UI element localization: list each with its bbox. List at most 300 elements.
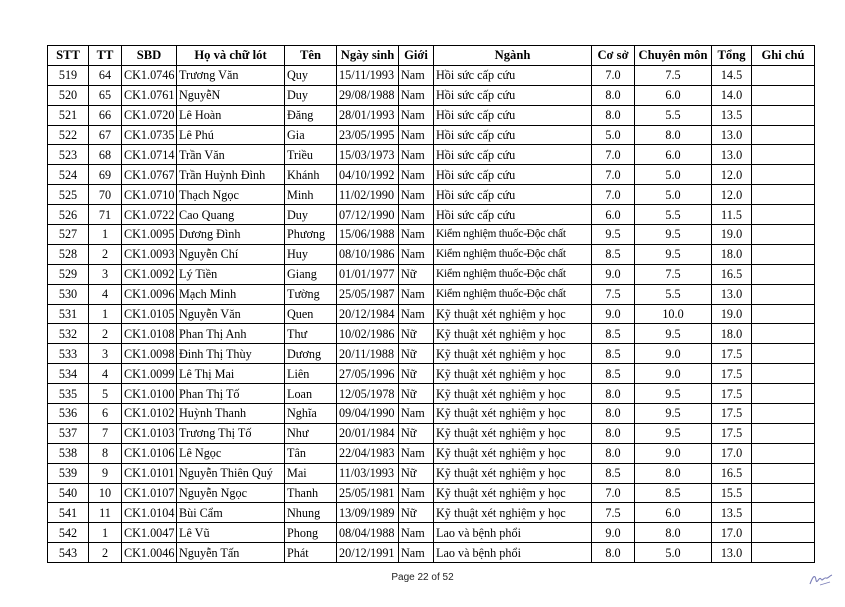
col-nganh-header: Ngành bbox=[434, 46, 592, 66]
cell-co-so: 8.0 bbox=[592, 85, 635, 105]
cell-sbd: CK1.0093 bbox=[122, 244, 177, 264]
cell-nganh: Kỹ thuật xét nghiệm y học bbox=[434, 304, 592, 324]
cell-sbd: CK1.0761 bbox=[122, 85, 177, 105]
cell-ten: Thư bbox=[285, 324, 337, 344]
cell-sbd: CK1.0099 bbox=[122, 364, 177, 384]
table-row bbox=[48, 225, 815, 245]
cell-chuyen-mon: 9.5 bbox=[635, 225, 712, 245]
cell-nganh: Kỹ thuật xét nghiệm y học bbox=[434, 423, 592, 443]
cell-ho-chu-lot: Huỳnh Thanh bbox=[177, 404, 285, 424]
cell-co-so: 7.0 bbox=[592, 145, 635, 165]
table-row bbox=[48, 284, 815, 304]
cell-chuyen-mon: 7.5 bbox=[635, 264, 712, 284]
cell-chuyen-mon: 8.0 bbox=[635, 523, 712, 543]
cell-ho-chu-lot: Nguyễn Chí bbox=[177, 244, 285, 264]
col-tong-header: Tổng bbox=[712, 46, 752, 66]
cell-co-so: 8.0 bbox=[592, 543, 635, 563]
cell-sbd: CK1.0720 bbox=[122, 105, 177, 125]
cell-ho-chu-lot: Lê Vũ bbox=[177, 523, 285, 543]
cell-nganh: Kỹ thuật xét nghiệm y học bbox=[434, 503, 592, 523]
cell-gioi: Nam bbox=[399, 284, 434, 304]
cell-sbd: CK1.0107 bbox=[122, 483, 177, 503]
cell-ngay-sinh: 07/12/1990 bbox=[337, 205, 399, 225]
cell-ten: Triều bbox=[285, 145, 337, 165]
cell-co-so: 9.0 bbox=[592, 523, 635, 543]
cell-tt: 1 bbox=[89, 225, 122, 245]
cell-co-so: 9.0 bbox=[592, 304, 635, 324]
cell-gioi: Nam bbox=[399, 145, 434, 165]
cell-ngay-sinh: 11/03/1993 bbox=[337, 463, 399, 483]
header-row bbox=[48, 46, 815, 66]
cell-ho-chu-lot: Trương Văn bbox=[177, 65, 285, 85]
cell-tt: 2 bbox=[89, 543, 122, 563]
cell-ten: Đăng bbox=[285, 105, 337, 125]
cell-gioi: Nam bbox=[399, 165, 434, 185]
table-row bbox=[48, 443, 815, 463]
cell-ngay-sinh: 13/09/1989 bbox=[337, 503, 399, 523]
cell-chuyen-mon: 9.5 bbox=[635, 384, 712, 404]
cell-tong: 18.0 bbox=[712, 244, 752, 264]
cell-ngay-sinh: 29/08/1988 bbox=[337, 85, 399, 105]
cell-ten: Mai bbox=[285, 463, 337, 483]
cell-sbd: CK1.0106 bbox=[122, 443, 177, 463]
cell-ngay-sinh: 15/11/1993 bbox=[337, 65, 399, 85]
cell-stt: 522 bbox=[48, 125, 89, 145]
cell-nganh: Hồi sức cấp cứu bbox=[434, 165, 592, 185]
cell-ngay-sinh: 04/10/1992 bbox=[337, 165, 399, 185]
cell-ho-chu-lot: Nguyễn Tấn bbox=[177, 543, 285, 563]
cell-ten: Thanh bbox=[285, 483, 337, 503]
cell-gioi: Nữ bbox=[399, 503, 434, 523]
cell-gioi: Nam bbox=[399, 65, 434, 85]
cell-tong: 13.5 bbox=[712, 105, 752, 125]
cell-co-so: 8.0 bbox=[592, 105, 635, 125]
cell-stt: 540 bbox=[48, 483, 89, 503]
cell-nganh: Hồi sức cấp cứu bbox=[434, 205, 592, 225]
cell-co-so: 8.0 bbox=[592, 423, 635, 443]
cell-tt: 6 bbox=[89, 404, 122, 424]
cell-ngay-sinh: 20/01/1984 bbox=[337, 423, 399, 443]
cell-tong: 13.0 bbox=[712, 145, 752, 165]
cell-nganh: Kiểm nghiệm thuốc-Độc chất bbox=[434, 244, 592, 264]
cell-tong: 17.0 bbox=[712, 523, 752, 543]
col-ten-header: Tên bbox=[285, 46, 337, 66]
table-row bbox=[48, 324, 815, 344]
cell-nganh: Kỹ thuật xét nghiệm y học bbox=[434, 324, 592, 344]
cell-chuyen-mon: 9.5 bbox=[635, 404, 712, 424]
table-row bbox=[48, 304, 815, 324]
cell-ten: Phát bbox=[285, 543, 337, 563]
cell-nganh: Hồi sức cấp cứu bbox=[434, 185, 592, 205]
cell-tt: 65 bbox=[89, 85, 122, 105]
cell-sbd: CK1.0046 bbox=[122, 543, 177, 563]
cell-tong: 13.0 bbox=[712, 284, 752, 304]
cell-ten: Quen bbox=[285, 304, 337, 324]
cell-chuyen-mon: 6.0 bbox=[635, 145, 712, 165]
table-row bbox=[48, 65, 815, 85]
cell-ngay-sinh: 11/02/1990 bbox=[337, 185, 399, 205]
cell-stt: 519 bbox=[48, 65, 89, 85]
cell-co-so: 6.0 bbox=[592, 205, 635, 225]
cell-ho-chu-lot: Phan Thị Anh bbox=[177, 324, 285, 344]
cell-ho-chu-lot: Đinh Thị Thùy bbox=[177, 344, 285, 364]
cell-sbd: CK1.0722 bbox=[122, 205, 177, 225]
cell-nganh: Kỹ thuật xét nghiệm y học bbox=[434, 344, 592, 364]
cell-tong: 17.0 bbox=[712, 443, 752, 463]
cell-ho-chu-lot: Trương Thị Tố bbox=[177, 423, 285, 443]
cell-tt: 70 bbox=[89, 185, 122, 205]
cell-tong: 17.5 bbox=[712, 404, 752, 424]
cell-tong: 17.5 bbox=[712, 364, 752, 384]
cell-nganh: Kỹ thuật xét nghiệm y học bbox=[434, 364, 592, 384]
cell-ho-chu-lot: Trần Văn bbox=[177, 145, 285, 165]
cell-tt: 3 bbox=[89, 264, 122, 284]
cell-ten: Giang bbox=[285, 264, 337, 284]
table-row bbox=[48, 185, 815, 205]
cell-gioi: Nữ bbox=[399, 423, 434, 443]
table-row bbox=[48, 165, 815, 185]
cell-co-so: 7.0 bbox=[592, 165, 635, 185]
cell-gioi: Nam bbox=[399, 523, 434, 543]
cell-tt: 3 bbox=[89, 344, 122, 364]
cell-co-so: 8.5 bbox=[592, 324, 635, 344]
cell-stt: 532 bbox=[48, 324, 89, 344]
cell-stt: 531 bbox=[48, 304, 89, 324]
cell-ngay-sinh: 22/04/1983 bbox=[337, 443, 399, 463]
cell-tt: 7 bbox=[89, 423, 122, 443]
cell-ghi-chu bbox=[752, 264, 815, 284]
table-row bbox=[48, 483, 815, 503]
cell-tong: 13.5 bbox=[712, 503, 752, 523]
cell-chuyen-mon: 6.0 bbox=[635, 85, 712, 105]
cell-stt: 535 bbox=[48, 384, 89, 404]
cell-stt: 543 bbox=[48, 543, 89, 563]
cell-sbd: CK1.0714 bbox=[122, 145, 177, 165]
cell-stt: 525 bbox=[48, 185, 89, 205]
cell-chuyen-mon: 6.0 bbox=[635, 503, 712, 523]
cell-ho-chu-lot: Nguyễn Ngọc bbox=[177, 483, 285, 503]
cell-ghi-chu bbox=[752, 105, 815, 125]
cell-tong: 16.5 bbox=[712, 264, 752, 284]
cell-stt: 542 bbox=[48, 523, 89, 543]
cell-ten: Liên bbox=[285, 364, 337, 384]
col-stt-header: STT bbox=[48, 46, 89, 66]
cell-co-so: 8.0 bbox=[592, 443, 635, 463]
cell-ngay-sinh: 12/05/1978 bbox=[337, 384, 399, 404]
cell-stt: 526 bbox=[48, 205, 89, 225]
cell-gioi: Nam bbox=[399, 483, 434, 503]
cell-nganh: Hồi sức cấp cứu bbox=[434, 65, 592, 85]
cell-tong: 18.0 bbox=[712, 324, 752, 344]
cell-ten: Khánh bbox=[285, 165, 337, 185]
cell-chuyen-mon: 5.0 bbox=[635, 543, 712, 563]
table-row bbox=[48, 105, 815, 125]
col-ho-header: Họ và chữ lót bbox=[177, 46, 285, 66]
cell-chuyen-mon: 5.0 bbox=[635, 165, 712, 185]
cell-chuyen-mon: 8.5 bbox=[635, 483, 712, 503]
cell-ghi-chu bbox=[752, 304, 815, 324]
cell-chuyen-mon: 7.5 bbox=[635, 65, 712, 85]
cell-stt: 530 bbox=[48, 284, 89, 304]
cell-gioi: Nam bbox=[399, 304, 434, 324]
cell-nganh: Lao và bệnh phổi bbox=[434, 523, 592, 543]
cell-stt: 541 bbox=[48, 503, 89, 523]
cell-ngay-sinh: 15/03/1973 bbox=[337, 145, 399, 165]
cell-gioi: Nam bbox=[399, 443, 434, 463]
cell-ten: Minh bbox=[285, 185, 337, 205]
cell-gioi: Nữ bbox=[399, 344, 434, 364]
cell-nganh: Hồi sức cấp cứu bbox=[434, 145, 592, 165]
cell-stt: 528 bbox=[48, 244, 89, 264]
cell-tt: 69 bbox=[89, 165, 122, 185]
cell-stt: 539 bbox=[48, 463, 89, 483]
cell-nganh: Kiểm nghiệm thuốc-Độc chất bbox=[434, 264, 592, 284]
cell-stt: 524 bbox=[48, 165, 89, 185]
cell-ho-chu-lot: Bùi Cẩm bbox=[177, 503, 285, 523]
cell-chuyen-mon: 9.0 bbox=[635, 364, 712, 384]
cell-ghi-chu bbox=[752, 384, 815, 404]
table-row bbox=[48, 244, 815, 264]
table-row bbox=[48, 543, 815, 563]
page-footer: Page 22 of 52 bbox=[391, 572, 454, 583]
cell-gioi: Nam bbox=[399, 185, 434, 205]
cell-stt: 520 bbox=[48, 85, 89, 105]
cell-co-so: 5.0 bbox=[592, 125, 635, 145]
cell-stt: 534 bbox=[48, 364, 89, 384]
cell-chuyen-mon: 5.5 bbox=[635, 205, 712, 225]
col-chuyenmon-header: Chuyên môn bbox=[635, 46, 712, 66]
cell-co-so: 8.5 bbox=[592, 344, 635, 364]
cell-co-so: 8.0 bbox=[592, 384, 635, 404]
cell-co-so: 7.0 bbox=[592, 185, 635, 205]
cell-ngay-sinh: 20/12/1984 bbox=[337, 304, 399, 324]
cell-gioi: Nam bbox=[399, 85, 434, 105]
cell-ngay-sinh: 08/10/1986 bbox=[337, 244, 399, 264]
cell-nganh: Hồi sức cấp cứu bbox=[434, 85, 592, 105]
cell-stt: 536 bbox=[48, 404, 89, 424]
cell-tt: 67 bbox=[89, 125, 122, 145]
cell-ho-chu-lot: Lý Tiền bbox=[177, 264, 285, 284]
cell-ngay-sinh: 10/02/1986 bbox=[337, 324, 399, 344]
cell-ngay-sinh: 08/04/1988 bbox=[337, 523, 399, 543]
cell-chuyen-mon: 8.0 bbox=[635, 463, 712, 483]
cell-gioi: Nữ bbox=[399, 264, 434, 284]
cell-sbd: CK1.0767 bbox=[122, 165, 177, 185]
cell-ngay-sinh: 25/05/1987 bbox=[337, 284, 399, 304]
cell-tong: 14.5 bbox=[712, 65, 752, 85]
cell-tong: 13.0 bbox=[712, 125, 752, 145]
cell-sbd: CK1.0047 bbox=[122, 523, 177, 543]
cell-ngay-sinh: 25/05/1981 bbox=[337, 483, 399, 503]
cell-sbd: CK1.0098 bbox=[122, 344, 177, 364]
table-row bbox=[48, 125, 815, 145]
cell-chuyen-mon: 9.0 bbox=[635, 344, 712, 364]
cell-ten: Gia bbox=[285, 125, 337, 145]
col-ghichu-header: Ghi chú bbox=[752, 46, 815, 66]
table-row bbox=[48, 344, 815, 364]
cell-sbd: CK1.0105 bbox=[122, 304, 177, 324]
cell-ghi-chu bbox=[752, 65, 815, 85]
cell-ghi-chu bbox=[752, 145, 815, 165]
cell-sbd: CK1.0108 bbox=[122, 324, 177, 344]
signature-initials bbox=[808, 570, 834, 588]
cell-co-so: 8.5 bbox=[592, 364, 635, 384]
results-table bbox=[47, 45, 815, 563]
cell-ho-chu-lot: Dương Đình bbox=[177, 225, 285, 245]
cell-tt: 1 bbox=[89, 304, 122, 324]
cell-gioi: Nam bbox=[399, 105, 434, 125]
cell-tong: 14.0 bbox=[712, 85, 752, 105]
table-row bbox=[48, 364, 815, 384]
table-row bbox=[48, 264, 815, 284]
cell-chuyen-mon: 9.5 bbox=[635, 423, 712, 443]
table-row bbox=[48, 463, 815, 483]
cell-tt: 2 bbox=[89, 244, 122, 264]
cell-ho-chu-lot: Trần Huỳnh Đình bbox=[177, 165, 285, 185]
cell-ghi-chu bbox=[752, 543, 815, 563]
cell-gioi: Nam bbox=[399, 244, 434, 264]
cell-tong: 17.5 bbox=[712, 344, 752, 364]
cell-tong: 11.5 bbox=[712, 205, 752, 225]
col-tt-header: TT bbox=[89, 46, 122, 66]
cell-ho-chu-lot: Lê Ngọc bbox=[177, 443, 285, 463]
cell-co-so: 7.0 bbox=[592, 65, 635, 85]
cell-ghi-chu bbox=[752, 165, 815, 185]
table-row bbox=[48, 404, 815, 424]
cell-ghi-chu bbox=[752, 404, 815, 424]
cell-sbd: CK1.0100 bbox=[122, 384, 177, 404]
cell-ngay-sinh: 23/05/1995 bbox=[337, 125, 399, 145]
cell-ho-chu-lot: Cao Quang bbox=[177, 205, 285, 225]
cell-ghi-chu bbox=[752, 85, 815, 105]
cell-ho-chu-lot: Lê Hoàn bbox=[177, 105, 285, 125]
cell-gioi: Nữ bbox=[399, 364, 434, 384]
cell-tt: 71 bbox=[89, 205, 122, 225]
cell-gioi: Nam bbox=[399, 125, 434, 145]
cell-sbd: CK1.0746 bbox=[122, 65, 177, 85]
cell-tong: 19.0 bbox=[712, 225, 752, 245]
cell-sbd: CK1.0102 bbox=[122, 404, 177, 424]
cell-stt: 527 bbox=[48, 225, 89, 245]
cell-chuyen-mon: 9.0 bbox=[635, 443, 712, 463]
cell-tt: 4 bbox=[89, 364, 122, 384]
col-coso-header: Cơ sở bbox=[592, 46, 635, 66]
cell-tt: 4 bbox=[89, 284, 122, 304]
cell-gioi: Nữ bbox=[399, 463, 434, 483]
cell-tt: 2 bbox=[89, 324, 122, 344]
cell-chuyen-mon: 9.5 bbox=[635, 244, 712, 264]
cell-co-so: 7.5 bbox=[592, 503, 635, 523]
cell-tong: 13.0 bbox=[712, 543, 752, 563]
cell-co-so: 7.5 bbox=[592, 284, 635, 304]
cell-stt: 523 bbox=[48, 145, 89, 165]
cell-sbd: CK1.0095 bbox=[122, 225, 177, 245]
cell-ho-chu-lot: NguyễN bbox=[177, 85, 285, 105]
cell-ho-chu-lot: Mạch Minh bbox=[177, 284, 285, 304]
cell-tt: 66 bbox=[89, 105, 122, 125]
cell-ngay-sinh: 20/12/1991 bbox=[337, 543, 399, 563]
cell-ngay-sinh: 15/06/1988 bbox=[337, 225, 399, 245]
cell-chuyen-mon: 5.0 bbox=[635, 185, 712, 205]
cell-ten: Phong bbox=[285, 523, 337, 543]
cell-ho-chu-lot: Lê Thị Mai bbox=[177, 364, 285, 384]
cell-tong: 16.5 bbox=[712, 463, 752, 483]
cell-ten: Nghĩa bbox=[285, 404, 337, 424]
cell-stt: 537 bbox=[48, 423, 89, 443]
cell-ghi-chu bbox=[752, 125, 815, 145]
cell-sbd: CK1.0092 bbox=[122, 264, 177, 284]
table-row bbox=[48, 523, 815, 543]
col-ngaysinh-header: Ngày sinh bbox=[337, 46, 399, 66]
cell-ten: Loan bbox=[285, 384, 337, 404]
col-sbd-header: SBD bbox=[122, 46, 177, 66]
cell-nganh: Kỹ thuật xét nghiệm y học bbox=[434, 384, 592, 404]
table-row bbox=[48, 205, 815, 225]
cell-ten: Như bbox=[285, 423, 337, 443]
cell-tt: 10 bbox=[89, 483, 122, 503]
table-row bbox=[48, 384, 815, 404]
cell-sbd: CK1.0710 bbox=[122, 185, 177, 205]
cell-co-so: 8.5 bbox=[592, 244, 635, 264]
cell-sbd: CK1.0101 bbox=[122, 463, 177, 483]
cell-nganh: Hồi sức cấp cứu bbox=[434, 125, 592, 145]
cell-nganh: Kỹ thuật xét nghiệm y học bbox=[434, 483, 592, 503]
cell-co-so: 9.5 bbox=[592, 225, 635, 245]
cell-ghi-chu bbox=[752, 185, 815, 205]
cell-tong: 12.0 bbox=[712, 165, 752, 185]
cell-co-so: 9.0 bbox=[592, 264, 635, 284]
cell-ghi-chu bbox=[752, 463, 815, 483]
cell-ten: Phương bbox=[285, 225, 337, 245]
cell-chuyen-mon: 10.0 bbox=[635, 304, 712, 324]
cell-ten: Duy bbox=[285, 85, 337, 105]
cell-ghi-chu bbox=[752, 244, 815, 264]
cell-nganh: Kỹ thuật xét nghiệm y học bbox=[434, 404, 592, 424]
cell-ho-chu-lot: Nguyễn Thiên Quý bbox=[177, 463, 285, 483]
cell-nganh: Kỹ thuật xét nghiệm y học bbox=[434, 463, 592, 483]
cell-co-so: 8.0 bbox=[592, 404, 635, 424]
cell-ho-chu-lot: Thạch Ngọc bbox=[177, 185, 285, 205]
cell-nganh: Hồi sức cấp cứu bbox=[434, 105, 592, 125]
table-row bbox=[48, 423, 815, 443]
cell-ghi-chu bbox=[752, 324, 815, 344]
cell-ghi-chu bbox=[752, 483, 815, 503]
cell-ghi-chu bbox=[752, 423, 815, 443]
cell-ho-chu-lot: Nguyễn Văn bbox=[177, 304, 285, 324]
cell-nganh: Lao và bệnh phổi bbox=[434, 543, 592, 563]
cell-tong: 15.5 bbox=[712, 483, 752, 503]
cell-ghi-chu bbox=[752, 344, 815, 364]
cell-sbd: CK1.0096 bbox=[122, 284, 177, 304]
col-gioi-header: Giới bbox=[399, 46, 434, 66]
cell-gioi: Nam bbox=[399, 205, 434, 225]
cell-ngay-sinh: 28/01/1993 bbox=[337, 105, 399, 125]
cell-gioi: Nam bbox=[399, 225, 434, 245]
cell-chuyen-mon: 8.0 bbox=[635, 125, 712, 145]
cell-sbd: CK1.0735 bbox=[122, 125, 177, 145]
cell-stt: 538 bbox=[48, 443, 89, 463]
cell-tong: 17.5 bbox=[712, 384, 752, 404]
cell-ten: Dương bbox=[285, 344, 337, 364]
cell-tt: 64 bbox=[89, 65, 122, 85]
cell-tong: 19.0 bbox=[712, 304, 752, 324]
cell-gioi: Nam bbox=[399, 404, 434, 424]
cell-nganh: Kiểm nghiệm thuốc-Độc chất bbox=[434, 284, 592, 304]
cell-nganh: Kỹ thuật xét nghiệm y học bbox=[434, 443, 592, 463]
cell-ngay-sinh: 09/04/1990 bbox=[337, 404, 399, 424]
cell-ho-chu-lot: Lê Phú bbox=[177, 125, 285, 145]
cell-chuyen-mon: 5.5 bbox=[635, 105, 712, 125]
